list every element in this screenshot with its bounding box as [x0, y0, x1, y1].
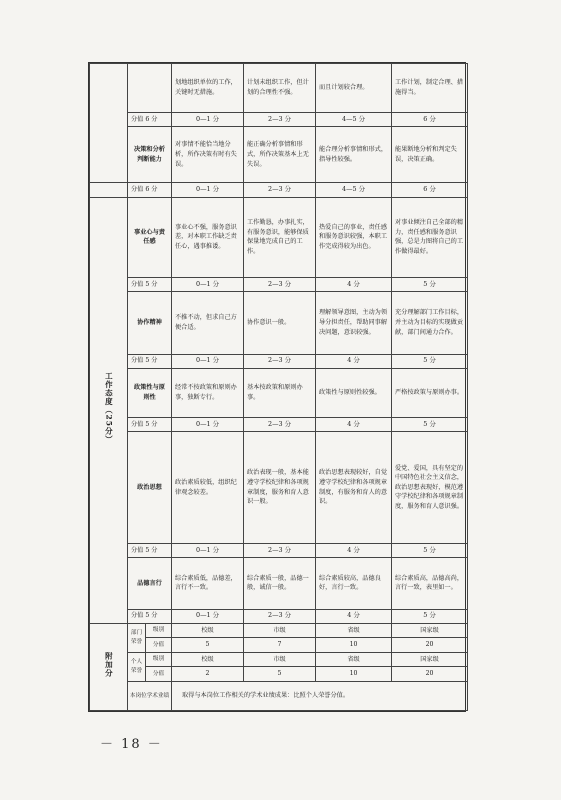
- score-cell: 4—5 分: [316, 183, 392, 197]
- bonus-score-cell: 2: [172, 667, 244, 681]
- score-cell: 0—1 分: [172, 183, 244, 197]
- bonus-score-cell: 5: [172, 638, 244, 652]
- table-row: [90, 197, 468, 277]
- criterion-label: 协作精神: [128, 292, 172, 354]
- score-cell: 5 分: [392, 277, 468, 291]
- bonus-row: [90, 623, 468, 637]
- score-cell: 2—3 分: [244, 277, 316, 291]
- level-label: 级别: [146, 623, 172, 637]
- bonus-section-text: 附加分: [104, 652, 114, 678]
- score-cell: 4 分: [316, 609, 392, 623]
- level-cell: 能果断地分析和判定失误，决策正确。: [392, 127, 468, 183]
- attitude-section-text: 工作态度（25分）: [104, 372, 114, 445]
- score-row: [90, 609, 468, 623]
- section-cell-empty: [90, 183, 128, 197]
- level-cell: 市级: [244, 652, 316, 666]
- evaluation-table: [89, 63, 468, 711]
- score-label: 分值 5 分: [128, 543, 172, 557]
- score-cell: 6 分: [392, 113, 468, 127]
- personal-honor-label: 个人荣誉: [128, 652, 146, 681]
- level-cell: 市级: [244, 623, 316, 637]
- score-row: [90, 418, 468, 432]
- bonus-score-cell: 10: [316, 638, 392, 652]
- bonus-row: [90, 652, 468, 666]
- score-cell: 5 分: [392, 609, 468, 623]
- level-label: 级别: [146, 652, 172, 666]
- level-cell: 综合素质一般，品德一般，诚信一般。: [244, 558, 316, 609]
- criterion-label: 政策性与原则性: [128, 368, 172, 417]
- level-cell: 省级: [316, 652, 392, 666]
- bonus-score-cell: 5: [244, 667, 316, 681]
- bonus-score-cell: 7: [244, 638, 316, 652]
- level-cell: 事业心不强，服务意识差，对本职工作缺乏责任心，遇事推诿。: [172, 197, 244, 277]
- score-label: 分值 6 分: [128, 183, 172, 197]
- table-row: [90, 432, 468, 543]
- bonus-row: [90, 667, 468, 681]
- score-cell: 0—1 分: [172, 113, 244, 127]
- score-cell: 2—3 分: [244, 609, 316, 623]
- level-cell: 国家级: [392, 652, 468, 666]
- score-cell: 2—3 分: [244, 113, 316, 127]
- score-row: [90, 277, 468, 291]
- level-cell: 综合素质低，品德差，言行不一致。: [172, 558, 244, 609]
- criterion-label-empty: [128, 64, 172, 113]
- level-cell: 校级: [172, 623, 244, 637]
- score-label: 分值 6 分: [128, 113, 172, 127]
- academic-text: 取得与本岗位工作相关的学术业绩成果：比照个人荣誉分值。: [172, 681, 468, 710]
- level-cell: 能合理分析事情和形式，指导性较强。: [316, 127, 392, 183]
- level-cell: 政治表现一般，基本能遵守学校纪律和各项规章制度，服务和育人意识一般。: [244, 432, 316, 543]
- score-cell: 5 分: [392, 418, 468, 432]
- attitude-section-label: [90, 197, 128, 623]
- score-label: 分值 5 分: [128, 609, 172, 623]
- score-cell: 0—1 分: [172, 418, 244, 432]
- score-cell: 4 分: [316, 543, 392, 557]
- level-cell: 经常不按政策和原则办事，独断专行。: [172, 368, 244, 417]
- score-cell: 0—1 分: [172, 609, 244, 623]
- bonus-score-cell: 10: [316, 667, 392, 681]
- score-cell: 0—1 分: [172, 277, 244, 291]
- level-cell: 省级: [316, 623, 392, 637]
- level-cell: 工作勤恳，办事扎实，有服务意识，能够保质保量地完成自己的工作。: [244, 197, 316, 277]
- bonus-score-cell: 20: [392, 667, 468, 681]
- score-label: 分值 5 分: [128, 418, 172, 432]
- table-row: [90, 558, 468, 609]
- level-cell: 政治思想表现较好，自觉遵守学校纪律和各项规章制度，有服务和育人的意识。: [316, 432, 392, 543]
- criterion-label: 决策和分析判断能力: [128, 127, 172, 183]
- level-cell: 充分理解部门工作目标，并主动为目标的实现做贡献，部门间通力合作。: [392, 292, 468, 354]
- table-row: [90, 127, 468, 183]
- level-cell: 政治素质较低，组织纪律观念较差。: [172, 432, 244, 543]
- level-cell: 综合素质高，品德高尚，言行一致，表里如一。: [392, 558, 468, 609]
- level-cell: 而且计划较合理。: [316, 64, 392, 113]
- table-row: [90, 292, 468, 354]
- level-cell: 基本按政策和原则办事。: [244, 368, 316, 417]
- score-cell: 5 分: [392, 543, 468, 557]
- score-cell: 2—3 分: [244, 183, 316, 197]
- score-cell: 4 分: [316, 354, 392, 368]
- level-cell: 不推不动，但求自己方便合适。: [172, 292, 244, 354]
- criterion-label: 事业心与责任感: [128, 197, 172, 277]
- score-cell: 4 分: [316, 418, 392, 432]
- bonus-row: [90, 681, 468, 710]
- bonus-section-label: [90, 623, 128, 710]
- score-cell: 5 分: [392, 354, 468, 368]
- level-cell: 对事情不能恰当地分析，所作决策有时有失误。: [172, 127, 244, 183]
- score-cell: 0—1 分: [172, 543, 244, 557]
- table-row: [90, 64, 468, 113]
- score-row: [90, 113, 468, 127]
- dept-honor-label: 部门荣誉: [128, 623, 146, 652]
- level-cell: 理解领导意图，主动为领导分担责任，帮助同事解决问题，意识较强。: [316, 292, 392, 354]
- score-cell: 4—5 分: [316, 113, 392, 127]
- criterion-label: 品德言行: [128, 558, 172, 609]
- academic-label: 本岗位学术业绩: [128, 681, 172, 710]
- score-cell: 2—3 分: [244, 354, 316, 368]
- score-cell: 2—3 分: [244, 543, 316, 557]
- score-row: [90, 183, 468, 197]
- level-cell: 政策性与原则性较强。: [316, 368, 392, 417]
- level-cell: 校级: [172, 652, 244, 666]
- level-cell: 热爱自己的事业，责任感和服务意识较强，本职工作完成得较为出色。: [316, 197, 392, 277]
- score-cell: 6 分: [392, 183, 468, 197]
- page-number: － 18 －: [100, 737, 163, 752]
- score-label: 分值 5 分: [128, 277, 172, 291]
- score-row: [90, 354, 468, 368]
- level-cell: 综合素质较高，品德良好，言行一致。: [316, 558, 392, 609]
- section-cell-empty: [90, 64, 128, 183]
- score-cell: 0—1 分: [172, 354, 244, 368]
- score-label: 分值: [146, 638, 172, 652]
- score-label: 分值: [146, 667, 172, 681]
- level-cell: 国家级: [392, 623, 468, 637]
- score-label: 分值 5 分: [128, 354, 172, 368]
- score-row: [90, 543, 468, 557]
- level-cell: 爱党、爱国，具有坚定的中国特色社会主义信念，政治思想表现好，模范遵守学校纪律和各项规章制度，服务和育人意识强。: [392, 432, 468, 543]
- bonus-score-cell: 20: [392, 638, 468, 652]
- level-cell: 协作意识一般。: [244, 292, 316, 354]
- level-cell: 严格按政策与原则办事。: [392, 368, 468, 417]
- level-cell: 能正确分析事情和形式，所作决策基本上无失误。: [244, 127, 316, 183]
- level-cell: 计划未组织工作，但计划的合理性不强。: [244, 64, 316, 113]
- criterion-label: 政治思想: [128, 432, 172, 543]
- score-cell: 2—3 分: [244, 418, 316, 432]
- table-row: [90, 368, 468, 417]
- level-cell: 对事业倾注自己全部的精力，责任感和服务意识强，总是力图将自己的工作做得最好。: [392, 197, 468, 277]
- level-cell: 工作计划，制定合理、措施得当。: [392, 64, 468, 113]
- bonus-row: [90, 638, 468, 652]
- score-cell: 4 分: [316, 277, 392, 291]
- evaluation-table-page: [88, 62, 466, 712]
- level-cell: 划地组织单位的工作，关键时无措施。: [172, 64, 244, 113]
